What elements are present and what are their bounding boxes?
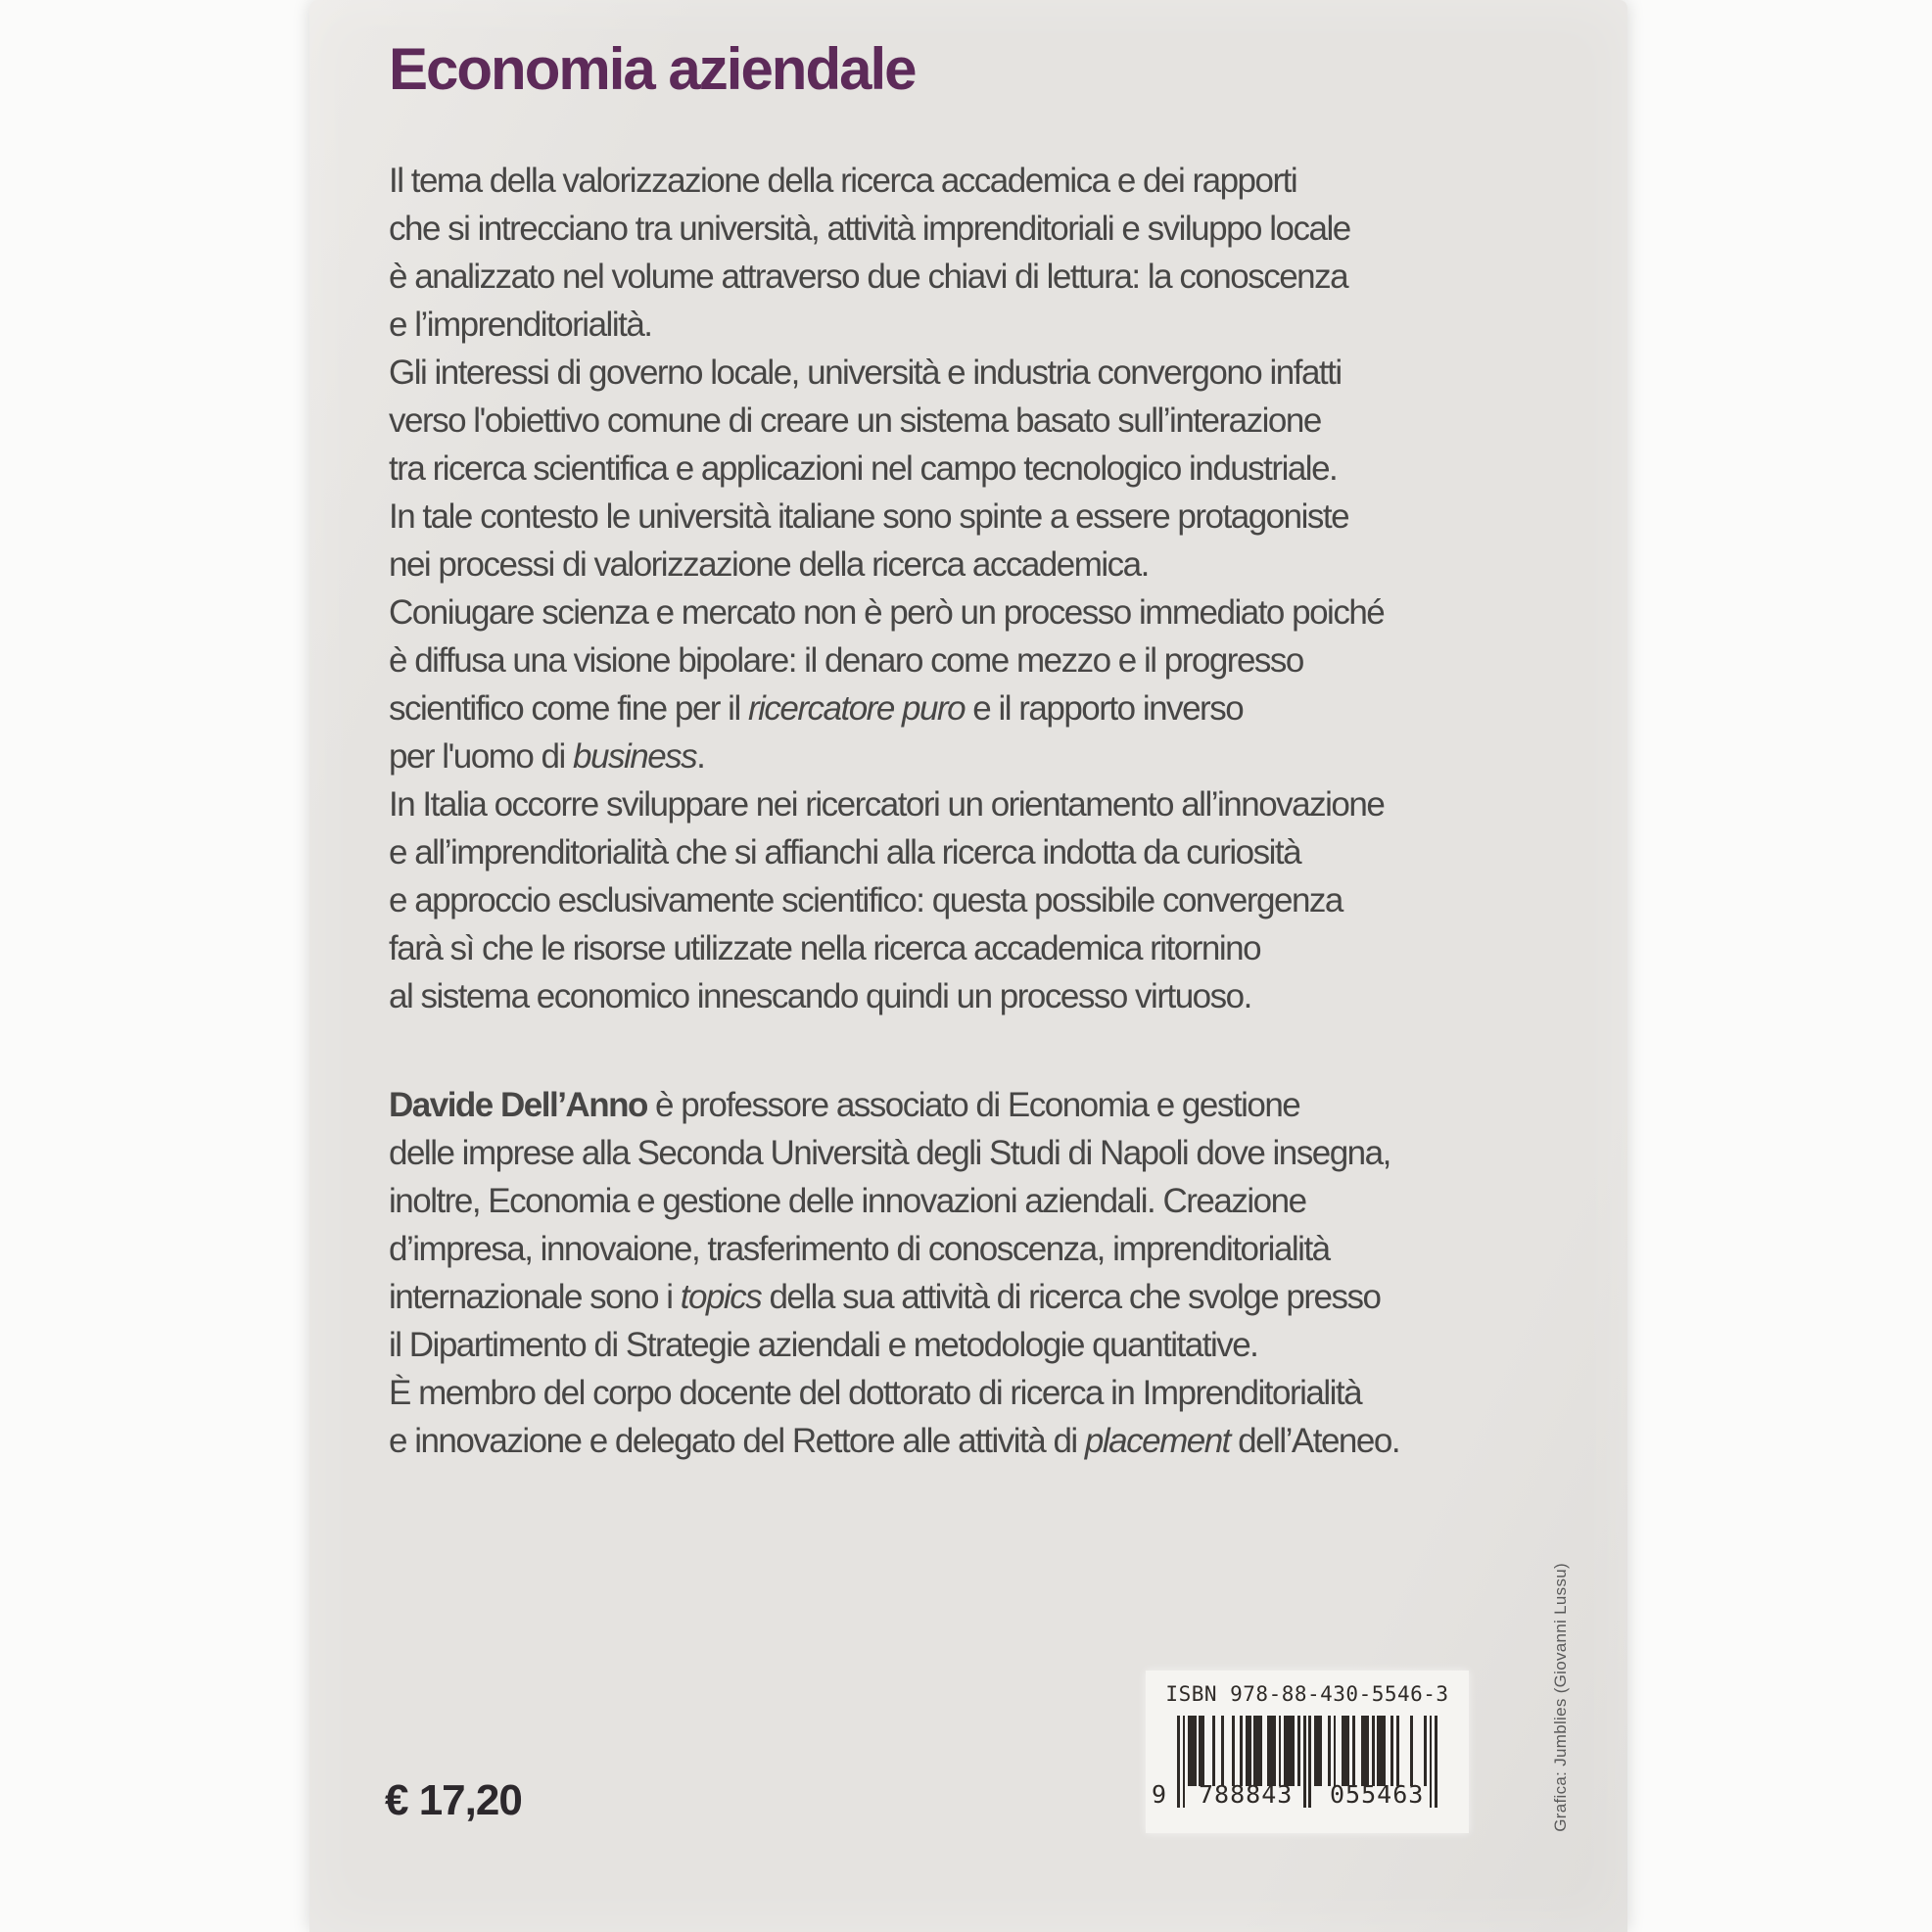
barcode-bar	[1221, 1716, 1224, 1786]
text-line: che si intrecciano tra università, attività imprenditoriali e sviluppo locale	[389, 210, 1350, 248]
barcode-bar	[1334, 1716, 1337, 1786]
barcode-digits-right: 055463	[1330, 1780, 1425, 1809]
text-line: tra ricerca scientifica e applicazioni nel campo tecnologico industriale.	[389, 449, 1338, 488]
barcode-bar	[1194, 1716, 1197, 1786]
book-back-cover	[309, 0, 1627, 1932]
text-line: Coniugare scienza e mercato non è però un processo immediato poiché	[389, 593, 1385, 632]
text-line: e l’imprenditorialità.	[389, 306, 652, 344]
synopsis-text	[389, 157, 1384, 1020]
barcode-bar	[1328, 1716, 1331, 1786]
text-line: In Italia occorre sviluppare nei ricercatori un orientamento all’innovazione	[389, 785, 1385, 824]
price-label: € 17,20	[385, 1776, 522, 1824]
text-line: scientifico come fine per il ricercatore puro e il rapporto inverso	[389, 689, 1244, 728]
text-line: Gli interessi di governo locale, università e industria convergono infatti	[389, 353, 1342, 392]
text-line: verso l'obiettivo comune di creare un sistema basato sull’interazione	[389, 401, 1321, 440]
barcode-bar	[1352, 1716, 1355, 1786]
barcode-bar	[1347, 1716, 1350, 1786]
barcode-bar	[1293, 1716, 1296, 1786]
barcode-digits-left: 788843	[1199, 1780, 1294, 1809]
isbn-barcode-label	[1146, 1671, 1469, 1833]
barcode-bar	[1212, 1716, 1215, 1786]
text-line: Il tema della valorizzazione della ricerca accademica e dei rapporti	[389, 162, 1297, 200]
text-line: nei processi di valorizzazione della ricerca accademica.	[389, 545, 1149, 584]
isbn-number: ISBN 978-88-430-5546-3	[1165, 1682, 1449, 1706]
barcode-bar	[1383, 1716, 1386, 1786]
barcode-digits	[1146, 1780, 1469, 1814]
text-line: Davide Dell’Anno è professore associato di Economia e gestione	[389, 1086, 1300, 1124]
barcode-bar	[1396, 1716, 1399, 1786]
barcode-bar	[1232, 1716, 1235, 1786]
barcode-bar	[1320, 1716, 1323, 1786]
barcode-bar	[1259, 1716, 1262, 1786]
barcode-bar	[1202, 1716, 1204, 1786]
design-credit: Grafica: Jumblies (Giovanni Lussu)	[1551, 1563, 1570, 1832]
text-line: per l'uomo di business.	[389, 737, 705, 776]
text-line: inoltre, Economia e gestione delle innovazioni aziendali. Creazione	[389, 1182, 1306, 1220]
text-line: e approccio esclusivamente scientifico: questa possibile convergenza	[389, 881, 1343, 919]
text-line: è diffusa una visione bipolare: il denaro come mezzo e il progresso	[389, 641, 1303, 680]
barcode-bar	[1424, 1716, 1427, 1786]
text-line: e all’imprenditorialità che si affianchi alla ricerca indotta da curiosità	[389, 833, 1301, 872]
barcode-bar	[1297, 1716, 1300, 1786]
text-line: È membro del corpo docente del dottorato di ricerca in Imprenditorialità	[389, 1374, 1362, 1412]
text-line: il Dipartimento di Strategie aziendali e metodologie quantitative.	[389, 1326, 1258, 1364]
text-line: è analizzato nel volume attraverso due chiavi di lettura: la conoscenza	[389, 258, 1348, 296]
text-line: al sistema economico innescando quindi un processo virtuoso.	[389, 977, 1251, 1015]
text-line: delle imprese alla Seconda Università degli Studi di Napoli dove insegna,	[389, 1134, 1390, 1172]
book-title: Economia aziendale	[389, 36, 916, 102]
barcode-bar	[1410, 1716, 1413, 1786]
barcode-bar	[1273, 1716, 1276, 1786]
barcode-bar	[1249, 1716, 1251, 1786]
text-line: In tale contesto le università italiane sono spinte a essere protagoniste	[389, 497, 1349, 536]
barcode-bar	[1372, 1716, 1375, 1786]
text-line: d’impresa, innovaione, trasferimento di conoscenza, imprenditorialità	[389, 1230, 1330, 1268]
barcode-bar	[1279, 1716, 1282, 1786]
barcode-bar	[1390, 1716, 1393, 1786]
text-line: e innovazione e delegato del Rettore alle attività di placement dell’Ateneo.	[389, 1422, 1400, 1460]
text-line: internazionale sono i topics della sua attività di ricerca che svolge presso	[389, 1278, 1381, 1316]
barcode-bar	[1366, 1716, 1369, 1786]
barcode-digit-first: 9	[1152, 1780, 1168, 1809]
author-bio-text	[389, 1081, 1399, 1465]
text-line: farà sì che le risorse utilizzate nella ricerca accademica ritornino	[389, 929, 1261, 967]
barcode-bar	[1240, 1716, 1243, 1786]
